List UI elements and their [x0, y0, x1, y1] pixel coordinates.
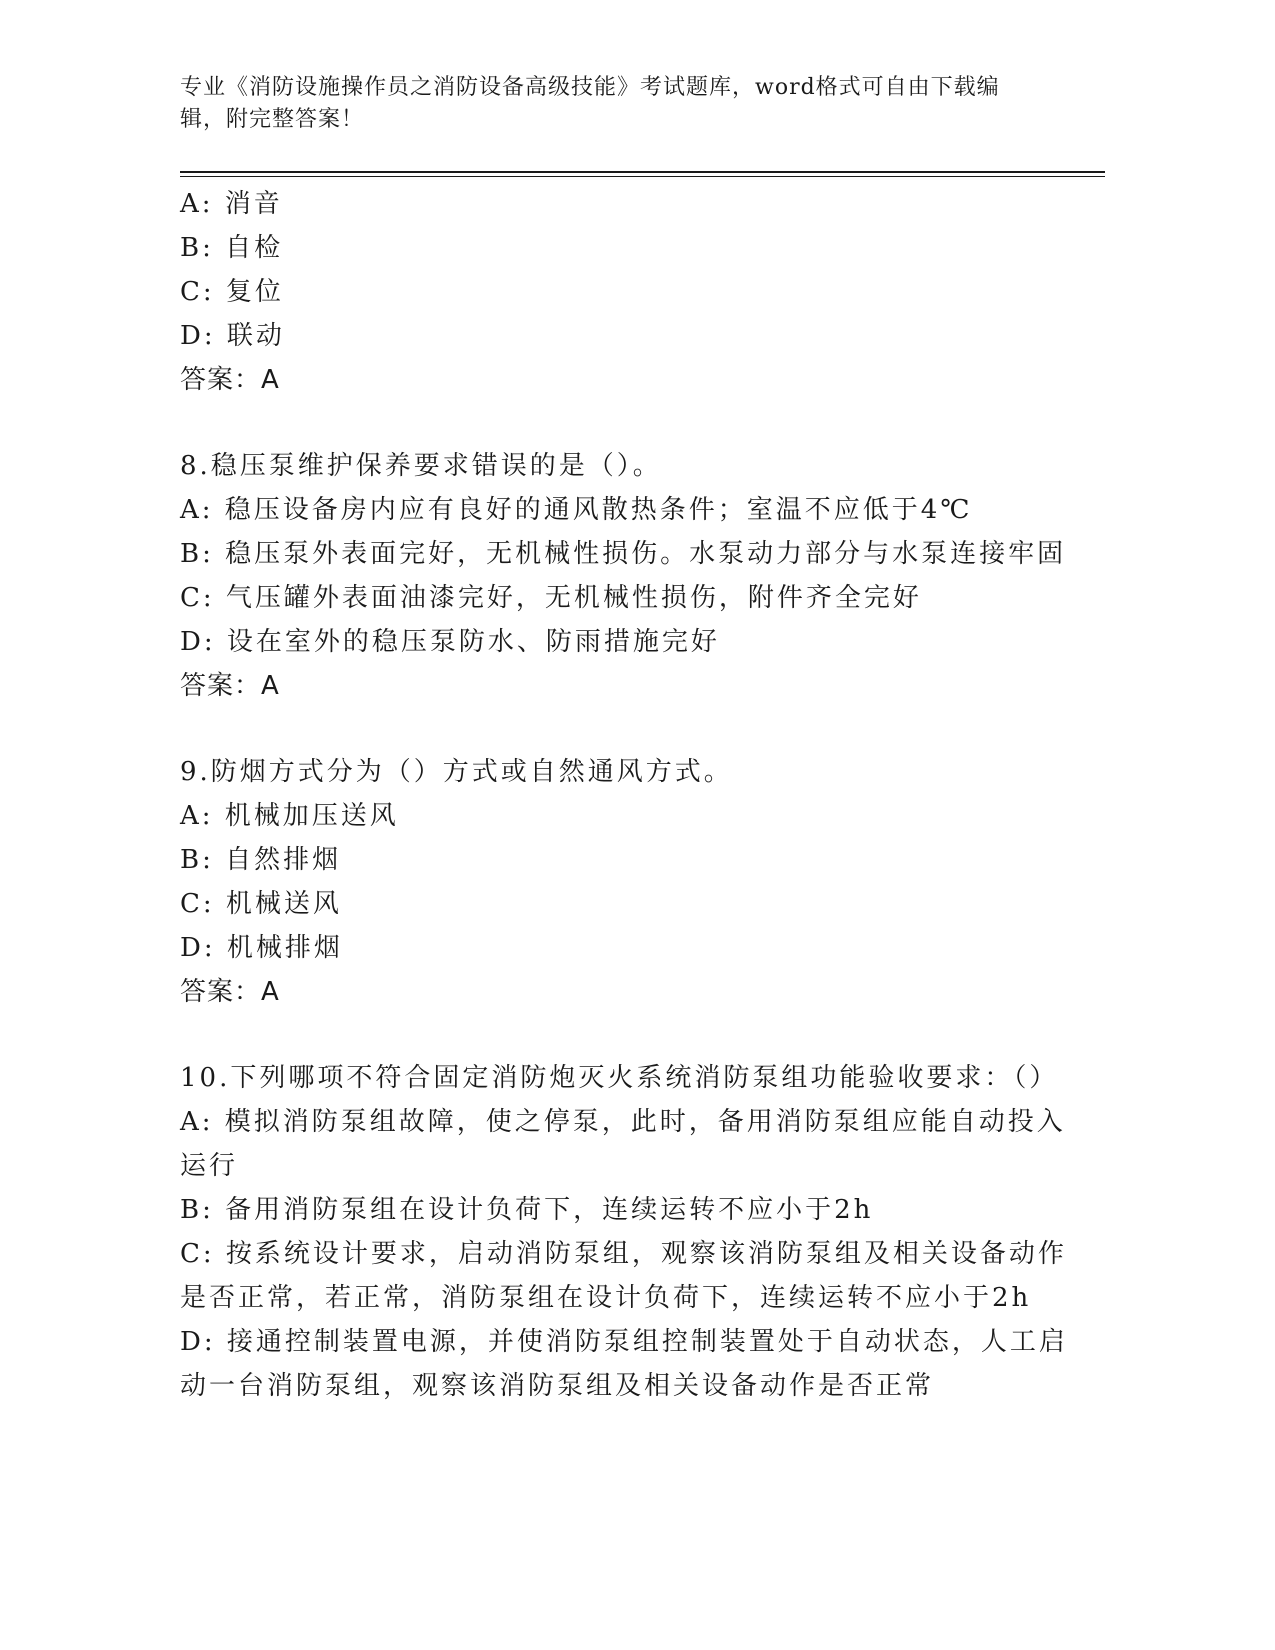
answer-line: 答案：A [180, 365, 280, 395]
header-divider-thin [180, 176, 1105, 177]
option-a: A: 机械加压送风 [180, 801, 399, 831]
question-text: 10.下列哪项不符合固定消防炮灭火系统消防泵组功能验收要求：（） [180, 1063, 1059, 1093]
option-b: B: 自然排烟 [180, 845, 342, 875]
option-a [180, 1100, 1066, 1188]
spacer [180, 1014, 1040, 1056]
option-d: D: 联动 [180, 321, 285, 351]
option-d-line-2: 动一台消防泵组，观察该消防泵组及相关设备动作是否正常 [180, 1371, 935, 1401]
header-line-2: 辑，附完整答案！ [180, 107, 365, 132]
answer-line: 答案：A [180, 671, 280, 701]
question-text: 8.稳压泵维护保养要求错误的是（）。 [180, 451, 662, 481]
option-b: B: 自检 [180, 233, 284, 263]
document-header [180, 72, 1040, 136]
option-c: C: 机械送风 [180, 889, 342, 919]
option-b: B: 稳压泵外表面完好，无机械性损伤。水泵动力部分与水泵连接牢固 [180, 539, 1067, 569]
option-b-line-1: B: 备用消防泵组在设计负荷下，连续运转不应小于2h [180, 1195, 874, 1225]
question-text: 9.防烟方式分为（）方式或自然通风方式。 [180, 757, 733, 787]
option-a: A: 消音 [180, 189, 283, 219]
answer-line: 答案：A [180, 977, 280, 1007]
question-block-9 [180, 750, 1040, 1014]
option-c-line-1: C: 按系统设计要求，启动消防泵组，观察该消防泵组及相关设备动作 [180, 1239, 1067, 1269]
option-c: C: 气压罐外表面油漆完好，无机械性损伤，附件齐全完好 [180, 583, 922, 613]
option-c: C: 复位 [180, 277, 284, 307]
spacer [180, 708, 1040, 750]
option-c [180, 1232, 1067, 1320]
option-d: D: 机械排烟 [180, 933, 343, 963]
spacer [180, 402, 1040, 444]
option-b [180, 1188, 1040, 1232]
option-d-line-1: D: 接通控制装置电源，并使消防泵组控制装置处于自动状态，人工启 [180, 1327, 1068, 1357]
option-a: A: 稳压设备房内应有良好的通风散热条件；室温不应低于4℃ [180, 495, 973, 525]
header-divider-thick [180, 171, 1105, 173]
header-line-1: 专业《消防设施操作员之消防设备高级技能》考试题库，word格式可自由下载编 [180, 75, 1000, 100]
document-body [180, 182, 1068, 1408]
question-block-7 [180, 182, 1040, 402]
option-d: D: 设在室外的稳压泵防水、防雨措施完好 [180, 627, 720, 657]
option-c-line-2: 是否正常，若正常，消防泵组在设计负荷下，连续运转不应小于2h [180, 1283, 1032, 1313]
option-a-line-1: A: 模拟消防泵组故障，使之停泵，此时，备用消防泵组应能自动投入 [180, 1107, 1066, 1137]
option-d [180, 1320, 1068, 1408]
question-block-8 [180, 444, 1067, 708]
question-block-10 [180, 1056, 1068, 1408]
option-a-line-2: 运行 [180, 1151, 239, 1181]
